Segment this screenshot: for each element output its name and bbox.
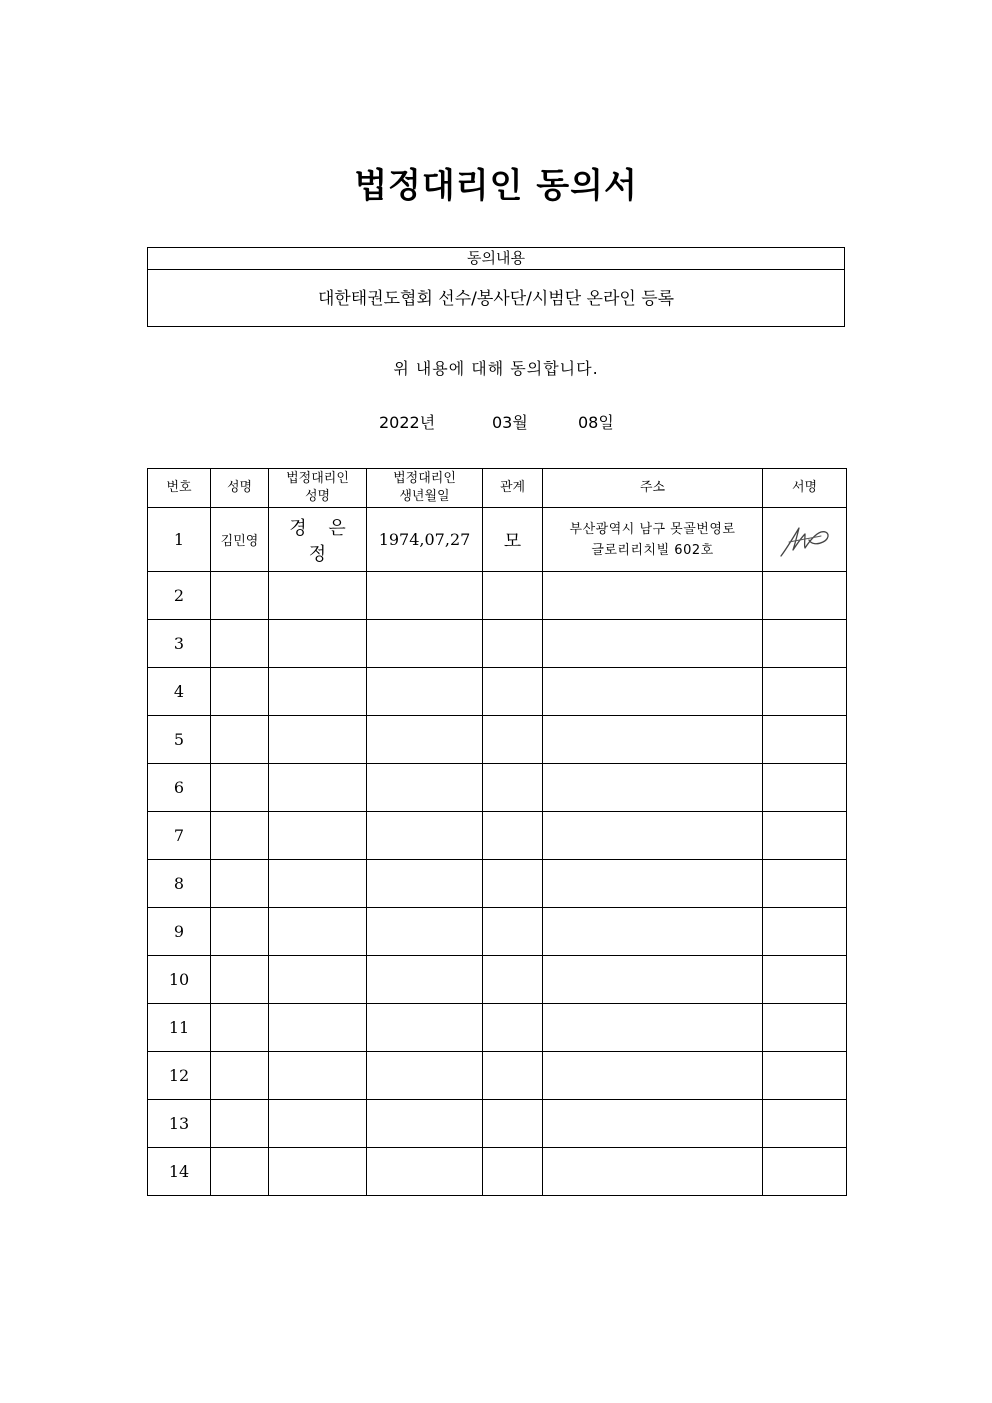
header-guardian-birth-line2: 생년월일 <box>399 489 450 504</box>
row-number: 8 <box>148 860 211 908</box>
row-number: 7 <box>148 812 211 860</box>
row-address <box>543 1148 763 1196</box>
row-signature <box>763 508 847 572</box>
row-name <box>211 1100 269 1148</box>
row-address <box>543 764 763 812</box>
row-relation <box>483 1052 543 1100</box>
row-number: 12 <box>148 1052 211 1100</box>
header-number: 번호 <box>148 469 211 508</box>
row-guardian-birth <box>367 620 483 668</box>
consent-content: 대한태권도협회 선수/봉사단/시범단 온라인 등록 <box>317 289 675 309</box>
agree-statement: 위 내용에 대해 동의합니다. <box>393 359 599 378</box>
row-address <box>543 620 763 668</box>
table-row <box>148 668 847 716</box>
table-row <box>148 620 847 668</box>
row-relation <box>483 908 543 956</box>
row-guardian-name <box>269 572 367 620</box>
table-row <box>148 1148 847 1196</box>
row-name <box>211 1148 269 1196</box>
header-guardian-birth-line1: 법정대리인 <box>393 471 456 486</box>
page-title: 법정대리인 동의서 <box>354 166 638 206</box>
date-month: 03월 <box>492 413 528 432</box>
row-number: 1 <box>148 508 211 572</box>
row-address <box>543 508 763 572</box>
signature-icon <box>775 520 835 560</box>
row-address-line1: 부산광역시 남구 못골번영로 <box>569 521 736 537</box>
row-guardian-birth <box>367 812 483 860</box>
row-relation <box>483 572 543 620</box>
header-signature: 서명 <box>763 469 847 508</box>
row-relation <box>483 812 543 860</box>
table-row <box>148 1100 847 1148</box>
row-guardian-birth <box>367 1100 483 1148</box>
row-guardian-birth <box>367 1052 483 1100</box>
row-address <box>543 956 763 1004</box>
row-name <box>211 1052 269 1100</box>
row-relation <box>483 620 543 668</box>
table-row <box>148 716 847 764</box>
header-relation: 관계 <box>483 469 543 508</box>
row-guardian-birth <box>367 668 483 716</box>
table-row <box>148 1004 847 1052</box>
row-signature <box>763 908 847 956</box>
row-address <box>543 860 763 908</box>
row-guardian-name <box>269 956 367 1004</box>
row-guardian-name: 경 은 정 <box>269 508 367 572</box>
row-address <box>543 908 763 956</box>
consent-box <box>147 247 845 327</box>
row-name <box>211 668 269 716</box>
row-number: 3 <box>148 620 211 668</box>
row-relation <box>483 1100 543 1148</box>
row-guardian-name <box>269 860 367 908</box>
table-row <box>148 956 847 1004</box>
row-signature <box>763 620 847 668</box>
row-number: 13 <box>148 1100 211 1148</box>
row-number: 11 <box>148 1004 211 1052</box>
row-address <box>543 716 763 764</box>
date-day: 08일 <box>578 413 614 432</box>
row-signature <box>763 956 847 1004</box>
header-name: 성명 <box>211 469 269 508</box>
row-name <box>211 716 269 764</box>
row-address <box>543 1100 763 1148</box>
row-number: 10 <box>148 956 211 1004</box>
row-address <box>543 812 763 860</box>
table-row <box>148 1052 847 1100</box>
row-guardian-name <box>269 1052 367 1100</box>
table-row <box>148 908 847 956</box>
row-signature <box>763 860 847 908</box>
table-row <box>148 812 847 860</box>
table-row <box>148 860 847 908</box>
row-number: 9 <box>148 908 211 956</box>
row-guardian-birth <box>367 860 483 908</box>
row-name <box>211 908 269 956</box>
row-address <box>543 1052 763 1100</box>
row-relation <box>483 956 543 1004</box>
row-name: 김민영 <box>211 508 269 572</box>
row-guardian-birth <box>367 1004 483 1052</box>
row-guardian-birth <box>367 1148 483 1196</box>
row-number: 14 <box>148 1148 211 1196</box>
row-guardian-name <box>269 620 367 668</box>
row-guardian-name <box>269 716 367 764</box>
row-relation <box>483 764 543 812</box>
row-signature <box>763 572 847 620</box>
row-name <box>211 812 269 860</box>
table-row <box>148 508 847 572</box>
row-name <box>211 764 269 812</box>
row-relation <box>483 668 543 716</box>
header-guardian-birth <box>367 469 483 508</box>
row-signature <box>763 1100 847 1148</box>
header-guardian-name-line1: 법정대리인 <box>286 471 349 486</box>
row-guardian-name <box>269 1004 367 1052</box>
row-number: 6 <box>148 764 211 812</box>
row-address <box>543 668 763 716</box>
row-signature <box>763 1004 847 1052</box>
header-address: 주소 <box>543 469 763 508</box>
row-relation <box>483 860 543 908</box>
row-name <box>211 620 269 668</box>
consent-header: 동의내용 <box>148 248 844 270</box>
row-relation <box>483 716 543 764</box>
header-guardian-name-line2: 성명 <box>304 489 331 504</box>
row-relation <box>483 1004 543 1052</box>
table-row <box>148 764 847 812</box>
row-guardian-name <box>269 908 367 956</box>
row-signature <box>763 668 847 716</box>
row-guardian-birth <box>367 764 483 812</box>
row-signature <box>763 1052 847 1100</box>
date-year: 2022년 <box>379 413 436 432</box>
table-row <box>148 572 847 620</box>
row-guardian-birth <box>367 908 483 956</box>
row-guardian-birth <box>367 716 483 764</box>
row-guardian-birth <box>367 956 483 1004</box>
row-name <box>211 956 269 1004</box>
row-name <box>211 1004 269 1052</box>
row-name <box>211 572 269 620</box>
row-guardian-birth <box>367 572 483 620</box>
registration-table <box>147 468 847 1196</box>
row-name <box>211 860 269 908</box>
row-guardian-name <box>269 668 367 716</box>
row-address-line2: 글로리리치빌 602호 <box>591 542 714 558</box>
row-number: 4 <box>148 668 211 716</box>
row-guardian-name <box>269 1148 367 1196</box>
header-guardian-name <box>269 469 367 508</box>
row-relation: 모 <box>483 508 543 572</box>
row-guardian-name <box>269 1100 367 1148</box>
row-address <box>543 572 763 620</box>
row-number: 2 <box>148 572 211 620</box>
row-signature <box>763 812 847 860</box>
table-header-row <box>148 469 847 508</box>
row-number: 5 <box>148 716 211 764</box>
row-signature <box>763 764 847 812</box>
row-guardian-name <box>269 812 367 860</box>
row-signature <box>763 716 847 764</box>
row-address <box>543 1004 763 1052</box>
row-guardian-birth: 1974,07,27 <box>367 508 483 572</box>
row-signature <box>763 1148 847 1196</box>
row-guardian-name <box>269 764 367 812</box>
row-relation <box>483 1148 543 1196</box>
